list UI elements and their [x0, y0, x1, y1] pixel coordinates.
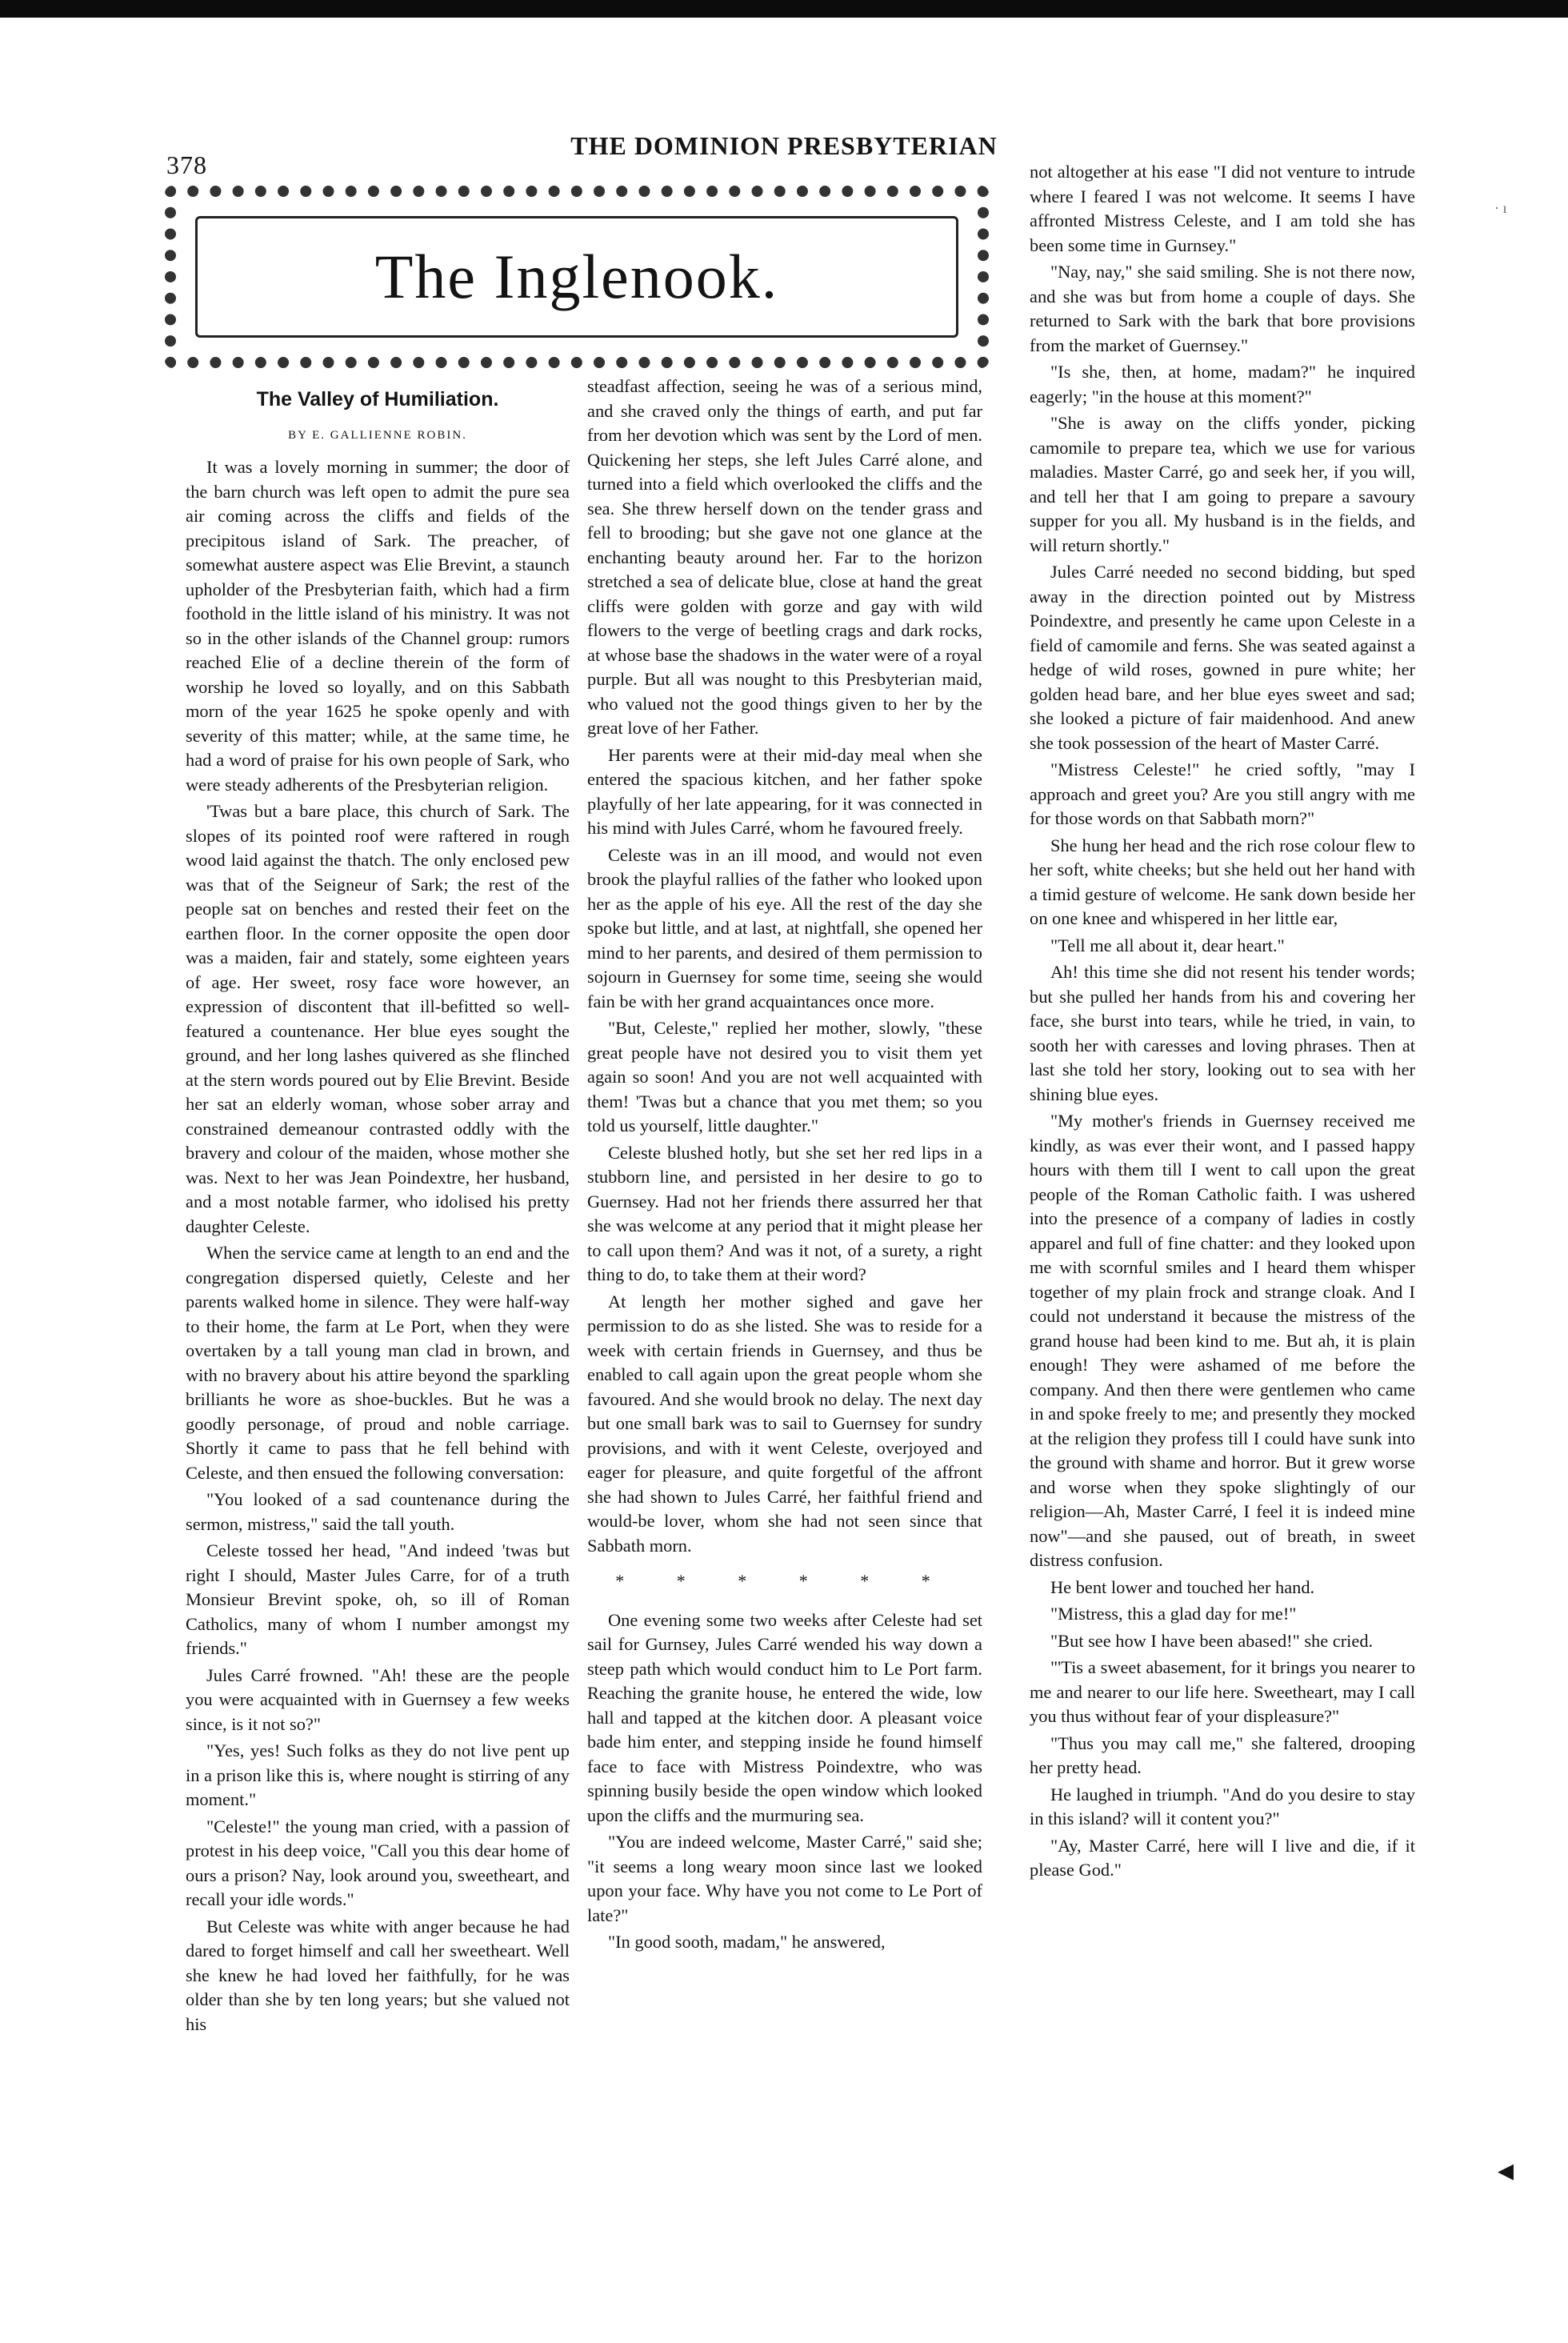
- page-turn-icon: ◂: [1498, 2152, 1514, 2188]
- running-head: THE DOMINION PRESBYTERIAN: [570, 131, 998, 160]
- paragraph: At length her mother sighed and gave her permission to do as she listed. She was to reside for a week with certain friends in Guernsey, and thus be enabled to call again upon the great people whom she favoured. And she would brook no delay. The next day but one small bark was to sail to Guernsey for sundry provisions, and with it went Celeste, overjoyed and eager for pleasure, and quite forgetful of the affront she had shown to Jules Carré, her faithful friend and would-be lover, whom she had not seen since that Sabbath morn.: [587, 1291, 982, 1556]
- section-divider: * * * * * *: [615, 1571, 954, 1591]
- story-title: The Valley of Humiliation.: [256, 388, 499, 411]
- paragraph: "'Tis a sweet abasement, for it brings you nearer to me and nearer to our life here. Sweetheart, may I call you thus without fear of your displeasure?": [1030, 1657, 1415, 1726]
- paragraph: "My mother's friends in Guernsey received me kindly, as was ever their wont, and I passed happy hours with them till I went to call upon the great people of the Roman Catholic faith. I was ushered into the presence of a company of ladies in costly apparel and full of fine chatter: and they looked upon me with scornful smiles and I heard them whisper together of my plain frock and strange cloak. And I could not understand it because the mistress of the grand house had been kind to me. But ah, it is plain enough! They were ashamed of me before the company. And then there were gentlemen who came in and spoke freely to me; and presently they mocked at the religion they profess till I could have sunk into the ground with shame and horror. But it grew worse and worse when they spoke slightingly of our religion—Ah, Master Carré, I feel it is indeed mine now"—and she paused, out of breath, in sweet distress confusion.: [1030, 1111, 1415, 1570]
- column-2: [587, 374, 982, 1957]
- column-3: [1030, 160, 1415, 1885]
- paragraph: not altogether at his ease "I did not venture to intrude where I feared I was not welcome. It seems I have affronted Mistress Celeste, and I am told she has been some time in Gurnsey.": [1030, 162, 1415, 255]
- paragraph: "But see how I have been abased!" she cried.: [1050, 1630, 1374, 1651]
- paragraph: But Celeste was white with anger because he had dared to forget himself and call her sweetheart. Well she knew he had loved her faithfully, for he was older than she by ten long years; but she valued not his: [186, 1916, 570, 2034]
- paragraph: "Mistress, this a glad day for me!": [1050, 1604, 1297, 1624]
- paragraph: Celeste tossed her head, "And indeed 'twas but right I should, Master Jules Carre, for of a truth Monsieur Brevint spoke, oh, so ill of Roman Catholics, many of whom I number amongst my friends.": [186, 1540, 570, 1658]
- section-banner: [165, 186, 989, 368]
- paragraph: Ah! this time she did not resent his tender words; but she pulled her hands from his and covering her face, she burst into tears, while he tried, in vain, to sooth her with caresses and loving phrases. Then at last she told her story, looking out to sea with her shining blue eyes.: [1030, 962, 1415, 1104]
- paragraph: Celeste blushed hotly, but she set her red lips in a stubborn line, and persisted in her desire to go to Guernsey. Had not her friends there assurred her that she was welcome at any period that it might please her to call upon them? And was it not, of a surety, a right thing to do, to take them at their word?: [587, 1142, 982, 1284]
- paragraph: Jules Carré frowned. "Ah! these are the people you were acquainted with in Guernsey a few weeks since, is it not so?": [186, 1664, 570, 1734]
- paragraph: "Yes, yes! Such folks as they do not live pent up in a prison like this is, where nought is stirring of any moment.": [186, 1740, 570, 1809]
- section-banner-frame: [195, 216, 958, 338]
- paragraph: He laughed in triumph. "And do you desire to stay in this island? will it content you?": [1030, 1784, 1415, 1828]
- paragraph: "But, Celeste," replied her mother, slowly, "these great people have not desired you to visit them yet again so soon! And you are not well acquainted with them! 'Twas but a chance that you met them; so you told us yourself, little daughter.": [587, 1018, 982, 1135]
- paragraph: "In good sooth, madam," he answered,: [608, 1932, 886, 1952]
- paragraph: One evening some two weeks after Celeste had set sail for Gurnsey, Jules Carré wended his way down a steep path which would conduct him to Le Port farm. Reaching the granite house, he entered the wide, low hall and tapped at the kitchen door. A pleasant voice bade him enter, and stepping inside he found himself face to face with Mistress Poindextre, who was spinning busily beside the open window which looked upon the cliffs and the murmuring sea.: [587, 1609, 982, 1825]
- column-1: [186, 381, 570, 2039]
- paragraph: It was a lovely morning in summer; the door of the barn church was left open to admit the pure sea air coming across the cliffs and fields of the precipitous island of Sark. The preacher, of somewhat austere aspect was Elie Brevint, a staunch upholder of the Presbyterian faith, which had a firm foothold in the little island of his ministry. It was not so in the other islands of the Channel group: rumors reached Elie of a decline therein of the form of worship he loved so loyally, and on this Sabbath morn of the year 1625 he spoke openly and with severity of this matter; while, at the same time, he had a word of praise for his own people of Sark, who were steady adherents of the Presbyterian religion.: [186, 457, 570, 795]
- scan-edge: [0, 0, 1568, 18]
- paragraph: "You looked of a sad countenance during the sermon, mistress," said the tall youth.: [186, 1489, 570, 1534]
- paragraph: steadfast affection, seeing he was of a serious mind, and she craved only the things of earth, and put far from her devotion which was sent by the Lord of men. Quickening her steps, she left Jules Carré alone, and turned into a field which overlooked the cliffs and the sea. She threw herself down on the tender grass and fell to brooding; but she gave not one glance at the enchanting beauty around her. Far to the horizon stretched a sea of delicate blue, close at hand the great cliffs were golden with gorze and gay with wild flowers to the verge of beetling crags and dark rocks, at whose base the shadows in the water were of a royal purple. But all was nought to this Presbyterian maid, who valued not the good things given to her by the great love of her Father.: [587, 376, 982, 738]
- paragraph: "Tell me all about it, dear heart.": [1050, 935, 1285, 955]
- paragraph: Her parents were at their mid-day meal when she entered the spacious kitchen, and her father spoke playfully of her late appearing, for it was connected in his mind with Jules Carré, whom he favoured freely.: [587, 744, 982, 838]
- paragraph: "Thus you may call me," she faltered, drooping her pretty head.: [1030, 1732, 1415, 1777]
- paragraph: "Mistress Celeste!" he cried softly, "may I approach and greet you? Are you still angry with me for those words on that Sabbath morn?": [1030, 759, 1415, 828]
- story-byline: BY E. GALLIENNE ROBIN.: [288, 428, 467, 442]
- margin-mark-icon: · ı: [1494, 200, 1507, 216]
- paragraph: 'Twas but a bare place, this church of Sark. The slopes of its pointed roof were raftered in rough wood laid against the thatch. The only enclosed pew was that of the Seigneur of Sark; the rest of the people sat on benches and rested their feet on the earthen floor. In the corner opposite the open door was a maiden, fair and stately, some eighteen years of age. Her sweet, rosy face wore however, an expression of discontent that ill-befitted so well-featured a countenance. Her blue eyes sought the ground, and her long lashes quivered as she flinched at the stern words poured out by Elie Brevint. Beside her sat an elderly woman, whose sober array and constrained demeanour contrasted oddly with the bravery and colour of the maiden, whose mother she was. Next to her was Jean Poindextre, her husband, and a most notable farmer, who idolised his pretty daughter Celeste.: [186, 801, 570, 1236]
- paragraph: Jules Carré needed no second bidding, but sped away in the direction pointed out by Mistress Poindextre, and presently he came upon Celeste in a field of camomile and ferns. She was seated against a hedge of wild roses, gowned in pure white; her golden head bare, and her blue eyes sweet and sad; she looked a picture of fair maidenhood. And anew she took possession of the heart of Master Carré.: [1030, 562, 1415, 753]
- page-number: 378: [166, 150, 207, 179]
- paragraph: "Is she, then, at home, madam?" he inquired eagerly; "in the house at this moment?": [1030, 362, 1415, 407]
- paragraph: He bent lower and touched her hand.: [1050, 1576, 1315, 1597]
- paragraph: Celeste was in an ill mood, and would not even brook the playful rallies of the father who looked upon her as the apple of his eye. All the rest of the day she spoke but little, and at last, at nightfall, she opened her mind to her parents, and desired of them permission to sojourn in Guernsey for some time, seeing she would fain be with her grand acquaintances once more.: [587, 844, 982, 1011]
- section-title: The Inglenook.: [374, 242, 779, 311]
- paragraph: She hung her head and the rich rose colour flew to her soft, white cheeks; but she held out her hand with a timid gesture of welcome. He sank down beside her on one knee and whispered in her little ear,: [1030, 835, 1415, 928]
- paragraph: "You are indeed welcome, Master Carré," said she; "it seems a long weary moon since last we looked upon your face. Why have you not come to Le Port of late?": [587, 1832, 982, 1925]
- paragraph: "Celeste!" the young man cried, with a passion of protest in his deep voice, "Call you this dear home of ours a prison? Nay, look around you, sweetheart, and recall your idle words.": [186, 1816, 570, 1909]
- paragraph: "Ay, Master Carré, here will I live and die, if it please God.": [1030, 1835, 1415, 1880]
- paragraph: "She is away on the cliffs yonder, picking camomile to prepare tea, which we use for various maladies. Master Carré, go and seek her, if you will, and tell her that I am going to prepare a savoury supper for you all. My husband is in the fields, and will return shortly.": [1030, 413, 1415, 555]
- paragraph: When the service came at length to an end and the congregation dispersed quietly, Celeste and her parents walked home in silence. They were half-way to their home, the farm at Le Port, when they were overtaken by a tall young man clad in brown, and with no bravery about his attire beyond the sparkling brilliants he wore as shoe-buckles. But he was a goodly personage, of proud and noble carriage. Shortly it came to pass that he fell behind with Celeste, and then ensued the following conversation:: [186, 1243, 570, 1483]
- paragraph: "Nay, nay," she said smiling. She is not there now, and she was but from home a couple of days. She returned to Sark with the bark that bore provisions from the market of Guernsey.": [1030, 262, 1415, 355]
